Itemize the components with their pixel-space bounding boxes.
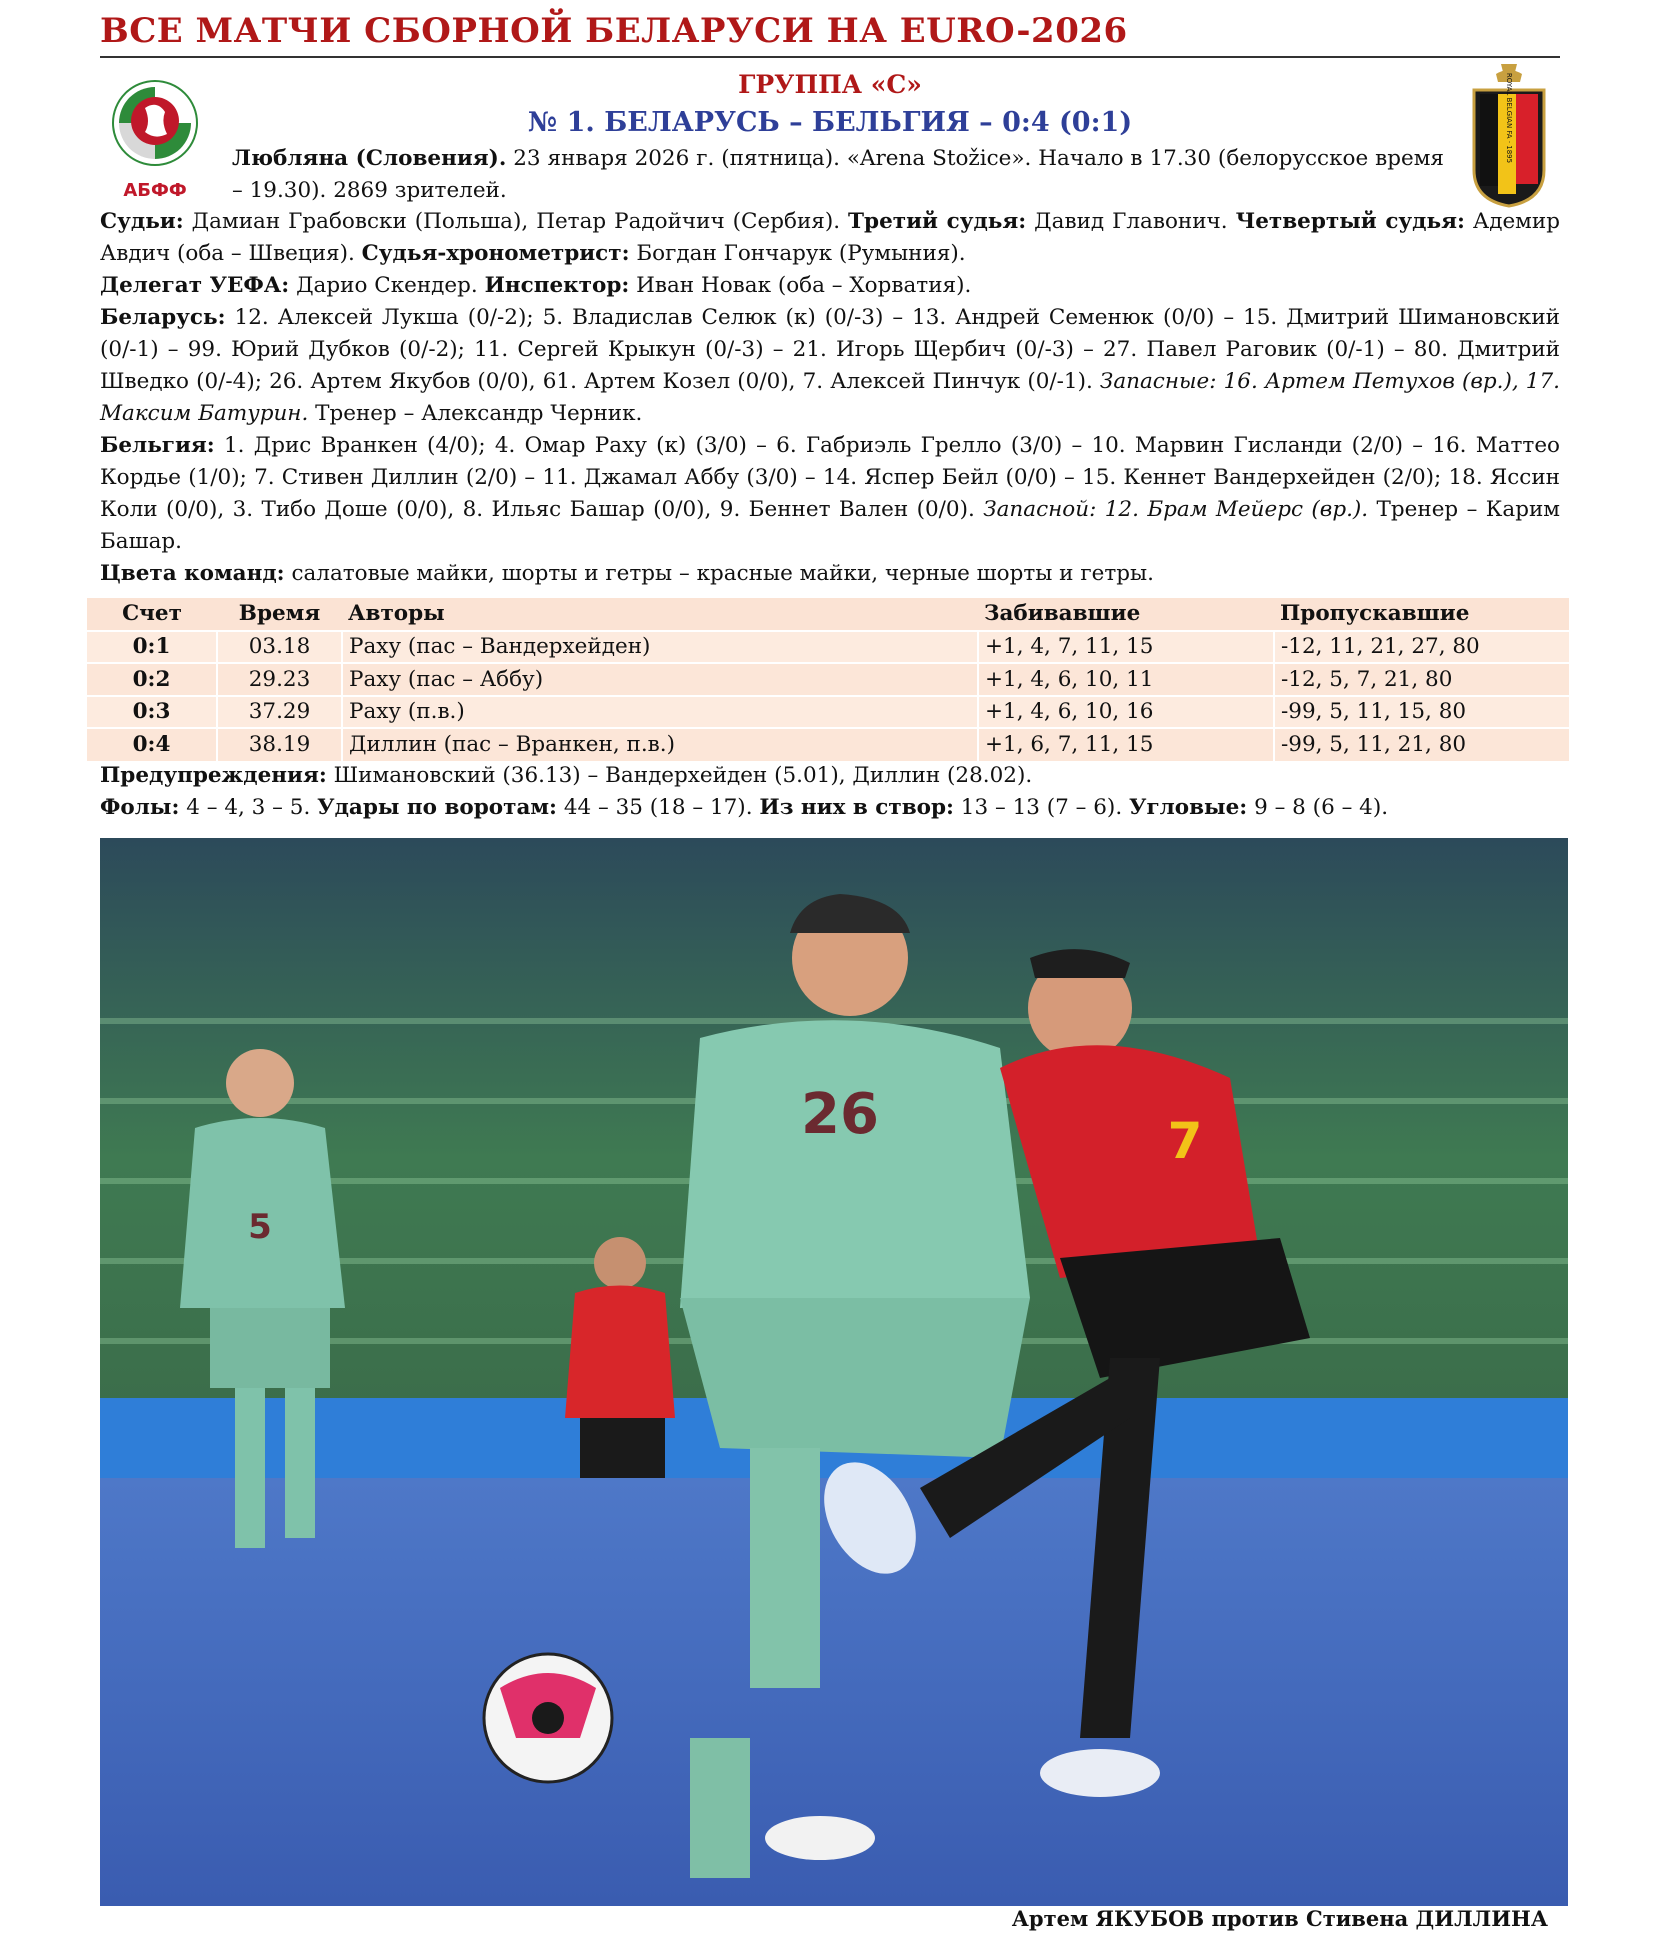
goal-time: 29.23 [217,663,342,696]
belgium-subs: Запасной: 12. Брам Мейерс (вр.). [983,497,1369,522]
belarus-subs: Запасные: 16. Артем Петухов (вр.), 17. Максим Батурин. [100,369,1560,426]
belarus-jersey-number: 26 [801,1082,879,1147]
goal-time: 37.29 [217,696,342,729]
col-scorers: Забивавшие [978,598,1274,631]
match-title: № 1. БЕЛАРУСЬ – БЕЛЬГИЯ – 0:4 (0:1) [527,107,1133,138]
table-row [87,696,1569,729]
stats-line [100,792,1560,824]
belgium-coach: Тренер – Карим Башар. [100,497,1561,554]
page-title: ВСЕ МАТЧИ СБОРНОЙ БЕЛАРУСИ НА EURO-2026 [100,11,1128,51]
belgium-lineup [100,430,1560,558]
referees-value: Дамиан Грабовски (Польша), Петар Радойчич (Сербия). [183,209,849,234]
shots-value: 44 – 35 (18 – 17). [556,795,760,820]
belarus-players: 12. Алексей Лукша (0/-2); 5. Владислав Селюк (к) (0/-3) – 13. Андрей Семенюк (0/0) – 15. Дмитрий Шимановский (0/-1) – 99. Юрий Дубков (0/-2); 11. Сергей Крыкун (0/-3) – 21. Игорь Щербич (0/-3) – 27. Павел Раговик (0/-1) – 80. Дмитрий Шведко (0/-4); 26. Артем Якубов (0/0), 61. Артем Козел (0/0), 7. Алексей Пинчук (0/-1). [100,305,1560,394]
on-target-label: Из них в створ: [759,795,954,820]
goal-time: 38.19 [217,728,342,761]
match-stats [100,760,1560,824]
belarus-lineup [100,302,1560,430]
referees-label: Судьи: [100,209,184,234]
belgium-label: Бельгия: [100,433,215,458]
inspector-label: Инспектор: [484,273,630,298]
goal-scorers: +1, 6, 7, 11, 15 [978,728,1274,761]
belgium-players: 1. Дрис Вранкен (4/0); 4. Омар Раху (к) (3/0) – 6. Габриэль Грелло (3/0) – 10. Марвин Гисланди (2/0) – 16. Маттео Кордье (1/0); 7. Стивен Диллин (2/0) – 11. Джамал Аббу (3/0) – 14. Яспер Бейл (0/0) – 15. Кеннет Вандерхейден (2/0); 18. Яссин Коли (0/0), 3. Тибо Доше (0/0), 8. Ильяс Башар (0/0), 9. Беннет Вален (0/0). [100,433,1560,522]
team-colors-line [100,558,1560,590]
group-title: ГРУППА «С» [738,70,922,99]
goal-author: Раху (пас – Аббу) [342,663,978,696]
delegate-value: Дарио Скендер. [289,273,485,298]
table-row [87,728,1569,761]
page-header [100,8,1560,54]
belarus-label: Беларусь: [100,305,226,330]
shots-label: Удары по воротам: [317,795,557,820]
abff-logo-text: АБФФ [123,180,187,201]
team-colors-value: салатовые майки, шорты и гетры – красные майки, черные шорты и гетры. [284,561,1154,586]
on-target-value: 13 – 13 (7 – 6). [953,795,1129,820]
warnings-value: Шимановский (36.13) – Вандерхейден (5.01), Диллин (28.02). [326,763,1033,788]
team-colors-label: Цвета команд: [100,561,285,586]
goal-score: 0:1 [87,631,217,664]
fourth-referee-label: Четвертый судья: [1235,209,1465,234]
goal-conceded: -12, 5, 7, 21, 80 [1274,663,1569,696]
referees-line [100,206,1560,270]
goal-score: 0:4 [87,728,217,761]
photo-caption: Артем ЯКУБОВ против Стивена ДИЛЛИНА [1011,1906,1548,1931]
match-photo [100,838,1568,1906]
goal-author: Раху (п.в.) [342,696,978,729]
header-divider [100,56,1560,58]
col-conceded: Пропускавшие [1274,598,1569,631]
third-referee-label: Третий судья: [848,209,1027,234]
col-score: Счет [87,598,217,631]
fouls-value: 4 – 4, 3 – 5. [179,795,318,820]
goal-score: 0:3 [87,696,217,729]
belarus-coach: Тренер – Александр Черник. [308,401,643,426]
col-authors: Авторы [342,598,978,631]
goal-conceded: -99, 5, 11, 21, 80 [1274,728,1569,761]
venue-city: Любляна (Словения). [232,146,507,171]
bg-player-number: 5 [248,1207,272,1247]
rbfa-logo-text: ROYAL BELGIAN FA · 1895 [1505,72,1513,164]
corners-label: Угловые: [1129,795,1248,820]
goals-table-header [87,598,1569,631]
delegate-line [100,270,1560,302]
delegate-label: Делегат УЕФА: [100,273,290,298]
goals-table [87,598,1569,761]
goal-scorers: +1, 4, 7, 11, 15 [978,631,1274,664]
goal-conceded: -99, 5, 11, 15, 80 [1274,696,1569,729]
match-ball [484,1654,612,1782]
timekeeper-value: Богдан Гончарук (Румыния). [629,241,966,266]
inspector-value: Иван Новак (оба – Хорватия). [629,273,972,298]
venue-details: 23 января 2026 г. (пятница). «Arena Stožice». Начало в 17.30 (белорусское время – 19.30). 2869 зрителей. [232,146,1444,203]
timekeeper-label: Судья-хронометрист: [361,241,630,266]
col-time: Время [217,598,342,631]
third-referee-value: Давид Главонич. [1026,209,1236,234]
fouls-label: Фолы: [100,795,180,820]
goal-conceded: -12, 11, 21, 27, 80 [1274,631,1569,664]
table-row [87,663,1569,696]
match-venue [232,143,1444,207]
goal-scorers: +1, 4, 6, 10, 16 [978,696,1274,729]
match-report [100,206,1560,590]
belgium-jersey-number: 7 [1167,1112,1203,1170]
goal-scorers: +1, 4, 6, 10, 11 [978,663,1274,696]
goal-author: Диллин (пас – Вранкен, п.в.) [342,728,978,761]
corners-value: 9 – 8 (6 – 4). [1247,795,1389,820]
warnings-label: Предупреждения: [100,763,327,788]
table-row [87,631,1569,664]
goal-score: 0:2 [87,663,217,696]
goal-author: Раху (пас – Вандерхейден) [342,631,978,664]
goal-time: 03.18 [217,631,342,664]
warnings-line [100,760,1560,792]
fourth-referee-value: Адемир Авдич (оба – Швеция). [100,209,1560,266]
